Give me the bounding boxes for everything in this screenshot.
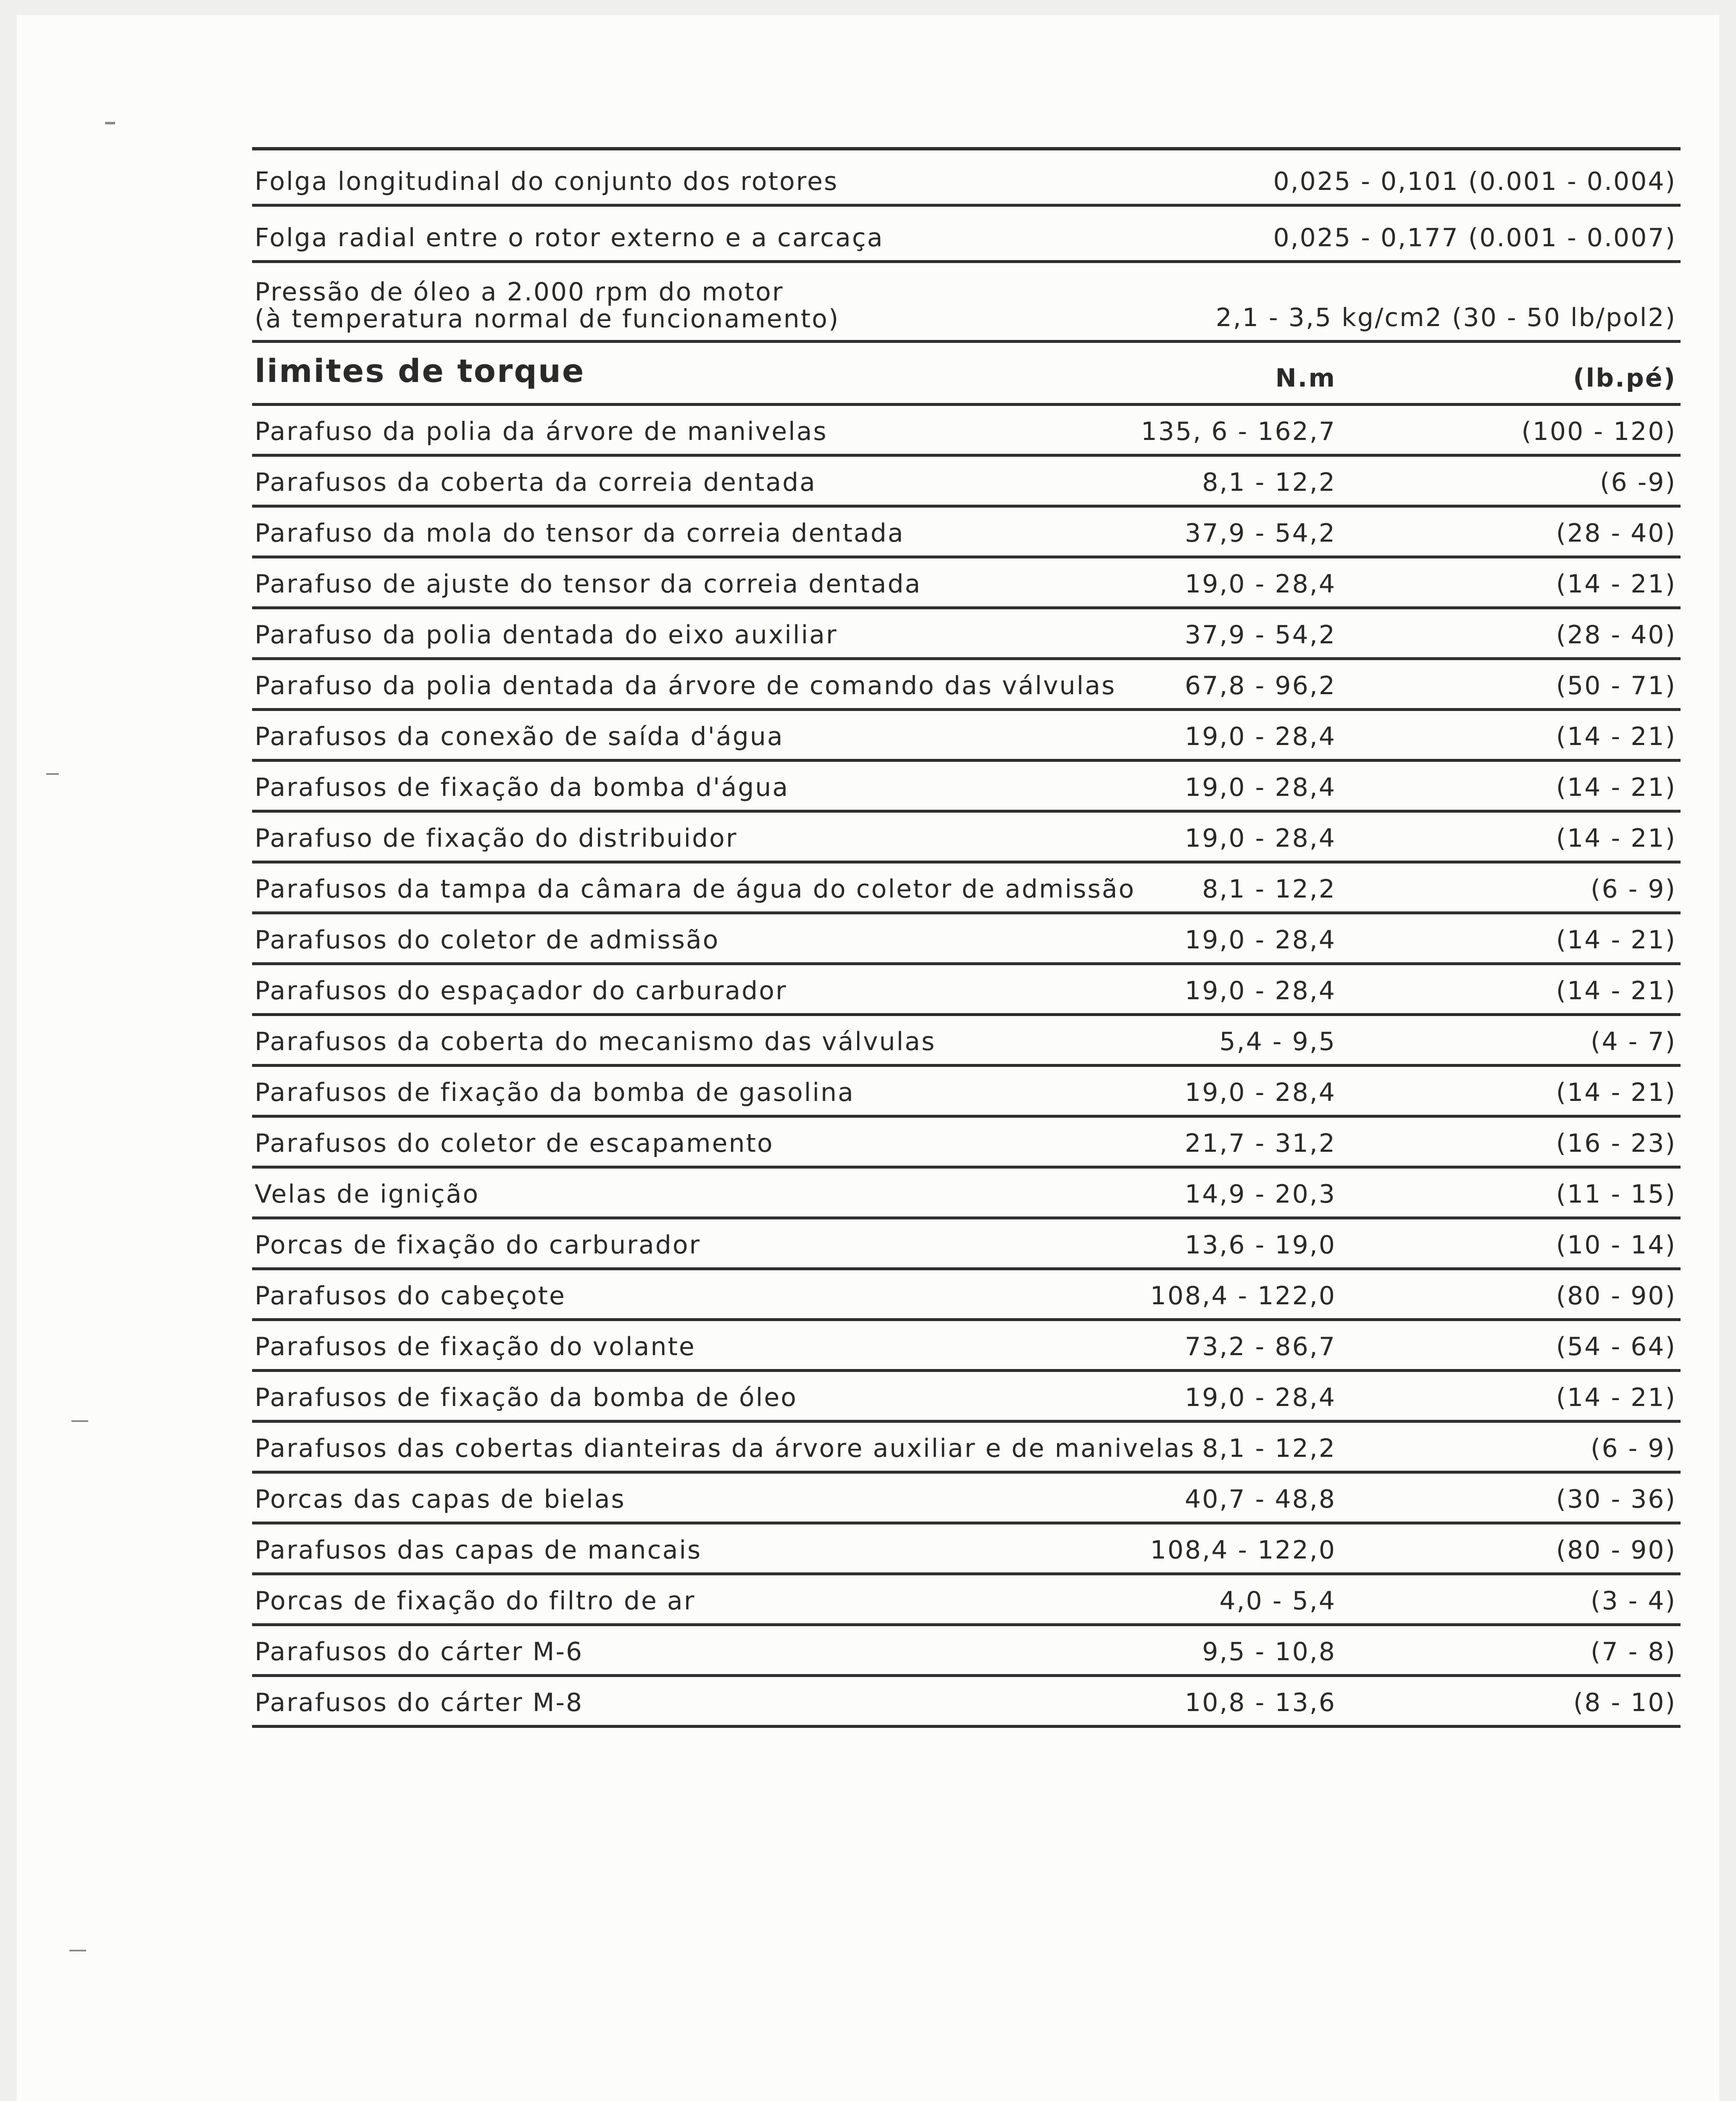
torque-label: Velas de ignição bbox=[255, 1180, 480, 1209]
torque-row bbox=[252, 406, 1681, 457]
torque-row bbox=[252, 813, 1681, 864]
torque-nm-value: 19,0 - 28,4 bbox=[1185, 925, 1336, 955]
scan-mark bbox=[71, 1420, 88, 1422]
torque-row bbox=[252, 1372, 1681, 1423]
torque-nm-value: 37,9 - 54,2 bbox=[1185, 620, 1336, 650]
torque-label: Parafusos do cabeçote bbox=[255, 1281, 566, 1311]
torque-label: Porcas de fixação do filtro de ar bbox=[255, 1586, 696, 1616]
table-top-rule bbox=[252, 147, 1681, 150]
torque-row bbox=[252, 1270, 1681, 1321]
spec-value: 0,025 - 0,101 (0.001 - 0.004) bbox=[1273, 167, 1676, 196]
torque-label: Parafuso da polia da árvore de manivelas bbox=[255, 417, 828, 446]
torque-lb-value: (80 - 90) bbox=[1556, 1281, 1676, 1311]
torque-nm-value: 8,1 - 12,2 bbox=[1202, 874, 1336, 904]
torque-label: Parafuso de fixação do distribuidor bbox=[255, 824, 738, 853]
torque-nm-value: 37,9 - 54,2 bbox=[1185, 519, 1336, 548]
torque-label: Parafusos do espaçador do carburador bbox=[255, 976, 787, 1006]
spec-value: 2,1 - 3,5 kg/cm2 (30 - 50 lb/pol2) bbox=[1215, 303, 1676, 332]
torque-lb-value: (50 - 71) bbox=[1556, 671, 1676, 700]
torque-nm-value: 19,0 - 28,4 bbox=[1185, 722, 1336, 751]
torque-row bbox=[252, 1524, 1681, 1575]
torque-label: Porcas de fixação do carburador bbox=[255, 1230, 701, 1260]
torque-label: Parafusos da coberta do mecanismo das válvulas bbox=[255, 1027, 936, 1056]
torque-lb-value: (10 - 14) bbox=[1556, 1230, 1676, 1260]
torque-row bbox=[252, 1169, 1681, 1219]
torque-row bbox=[252, 457, 1681, 508]
torque-lb-value: (14 - 21) bbox=[1556, 925, 1676, 955]
spec-value: 0,025 - 0,177 (0.001 - 0.007) bbox=[1273, 223, 1676, 253]
torque-nm-value: 73,2 - 86,7 bbox=[1185, 1332, 1336, 1361]
torque-lb-value: (14 - 21) bbox=[1556, 773, 1676, 802]
torque-nm-value: 13,6 - 19,0 bbox=[1185, 1230, 1336, 1260]
torque-nm-value: 19,0 - 28,4 bbox=[1185, 1078, 1336, 1107]
torque-label: Parafuso de ajuste do tensor da correia dentada bbox=[255, 569, 922, 599]
torque-label: Parafusos de fixação da bomba d'água bbox=[255, 773, 789, 802]
spec-table bbox=[252, 147, 1681, 1728]
torque-row bbox=[252, 1474, 1681, 1524]
torque-lb-value: (4 - 7) bbox=[1591, 1027, 1676, 1056]
torque-row bbox=[252, 1575, 1681, 1626]
torque-nm-value: 9,5 - 10,8 bbox=[1202, 1637, 1336, 1667]
torque-nm-value: 19,0 - 28,4 bbox=[1185, 773, 1336, 802]
spec-label: Folga radial entre o rotor externo e a carcaça bbox=[255, 223, 884, 253]
torque-nm-value: 8,1 - 12,2 bbox=[1202, 468, 1336, 497]
torque-label: Parafusos da coberta da correia dentada bbox=[255, 468, 816, 497]
torque-nm-value: 4,0 - 5,4 bbox=[1219, 1586, 1336, 1616]
torque-row bbox=[252, 1219, 1681, 1270]
torque-label: Parafusos do cárter M-6 bbox=[255, 1637, 584, 1667]
torque-row bbox=[252, 1118, 1681, 1169]
torque-label: Parafusos de fixação da bomba de gasolina bbox=[255, 1078, 855, 1107]
torque-lb-value: (28 - 40) bbox=[1556, 519, 1676, 548]
torque-lb-value: (28 - 40) bbox=[1556, 620, 1676, 650]
scan-mark bbox=[69, 1950, 86, 1951]
torque-row bbox=[252, 1016, 1681, 1067]
torque-row bbox=[252, 914, 1681, 965]
torque-lb-value: (3 - 4) bbox=[1591, 1586, 1676, 1616]
torque-rows bbox=[252, 406, 1681, 1728]
torque-lb-value: (14 - 21) bbox=[1556, 1383, 1676, 1412]
torque-lb-value: (80 - 90) bbox=[1556, 1535, 1676, 1565]
torque-row bbox=[252, 1067, 1681, 1118]
torque-lb-value: (16 - 23) bbox=[1556, 1129, 1676, 1158]
torque-row bbox=[252, 762, 1681, 813]
torque-row bbox=[252, 609, 1681, 660]
torque-nm-value: 67,8 - 96,2 bbox=[1185, 671, 1336, 700]
torque-nm-value: 19,0 - 28,4 bbox=[1185, 1383, 1336, 1412]
torque-row bbox=[252, 1423, 1681, 1474]
torque-row bbox=[252, 660, 1681, 711]
torque-lb-value: (14 - 21) bbox=[1556, 976, 1676, 1006]
torque-nm-value: 19,0 - 28,4 bbox=[1185, 824, 1336, 853]
unit-lb-header: (lb.pé) bbox=[1573, 363, 1676, 393]
torque-lb-value: (14 - 21) bbox=[1556, 1078, 1676, 1107]
torque-lb-value: (14 - 21) bbox=[1556, 722, 1676, 751]
torque-label: Parafusos do cárter M-8 bbox=[255, 1688, 584, 1717]
torque-nm-value: 40,7 - 48,8 bbox=[1185, 1485, 1336, 1514]
torque-lb-value: (54 - 64) bbox=[1556, 1332, 1676, 1361]
torque-nm-value: 19,0 - 28,4 bbox=[1185, 569, 1336, 599]
torque-nm-value: 8,1 - 12,2 bbox=[1202, 1434, 1336, 1463]
spec-label bbox=[255, 279, 839, 332]
torque-nm-value: 10,8 - 13,6 bbox=[1185, 1688, 1336, 1717]
torque-row bbox=[252, 1321, 1681, 1372]
torque-label: Parafuso da polia dentada da árvore de comando das válvulas bbox=[255, 671, 1116, 700]
torque-nm-value: 108,4 - 122,0 bbox=[1150, 1281, 1336, 1311]
torque-label: Parafuso da mola do tensor da correia dentada bbox=[255, 519, 905, 548]
torque-lb-value: (30 - 36) bbox=[1556, 1485, 1676, 1514]
torque-lb-value: (6 - 9) bbox=[1591, 1434, 1676, 1463]
torque-lb-value: (14 - 21) bbox=[1556, 824, 1676, 853]
torque-nm-value: 135, 6 - 162,7 bbox=[1141, 417, 1336, 446]
torque-label: Parafusos das capas de mancais bbox=[255, 1535, 702, 1565]
section-title: limites de torque bbox=[255, 352, 585, 390]
spec-label: Folga longitudinal do conjunto dos rotores bbox=[255, 167, 839, 196]
torque-lb-value: (8 - 10) bbox=[1573, 1688, 1676, 1717]
spec-label-line: (à temperatura normal de funcionamento) bbox=[255, 304, 840, 334]
torque-nm-value: 21,7 - 31,2 bbox=[1185, 1129, 1336, 1158]
torque-label: Parafusos de fixação do volante bbox=[255, 1332, 696, 1361]
torque-nm-value: 108,4 - 122,0 bbox=[1150, 1535, 1336, 1565]
unit-nm-header: N.m bbox=[1275, 363, 1336, 393]
torque-row bbox=[252, 711, 1681, 762]
torque-row bbox=[252, 965, 1681, 1016]
torque-lb-value: (14 - 21) bbox=[1556, 569, 1676, 599]
scan-mark bbox=[105, 122, 115, 124]
torque-label: Parafusos da tampa da câmara de água do coletor de admissão bbox=[255, 874, 1136, 904]
torque-lb-value: (7 - 8) bbox=[1591, 1637, 1676, 1667]
torque-label: Parafuso da polia dentada do eixo auxiliar bbox=[255, 620, 838, 650]
torque-row bbox=[252, 558, 1681, 609]
torque-label: Parafusos da conexão de saída d'água bbox=[255, 722, 784, 751]
scan-mark bbox=[46, 773, 59, 775]
torque-row bbox=[252, 508, 1681, 558]
torque-label: Parafusos de fixação da bomba de óleo bbox=[255, 1383, 797, 1412]
torque-lb-value: (100 - 120) bbox=[1521, 417, 1676, 446]
torque-label: Parafusos do coletor de escapamento bbox=[255, 1129, 774, 1158]
spec-row bbox=[252, 263, 1681, 343]
torque-lb-value: (11 - 15) bbox=[1556, 1180, 1676, 1209]
torque-label: Porcas das capas de bielas bbox=[255, 1485, 626, 1514]
spec-row bbox=[252, 150, 1681, 207]
spec-row bbox=[252, 207, 1681, 263]
torque-label: Parafusos das cobertas dianteiras da árvore auxiliar e de manivelas bbox=[255, 1434, 1195, 1463]
torque-nm-value: 14,9 - 20,3 bbox=[1185, 1180, 1336, 1209]
torque-row bbox=[252, 1626, 1681, 1677]
torque-header bbox=[252, 343, 1681, 406]
torque-nm-value: 19,0 - 28,4 bbox=[1185, 976, 1336, 1006]
torque-row bbox=[252, 864, 1681, 914]
torque-lb-value: (6 - 9) bbox=[1591, 874, 1676, 904]
torque-lb-value: (6 -9) bbox=[1600, 468, 1676, 497]
torque-label: Parafusos do coletor de admissão bbox=[255, 925, 720, 955]
torque-row bbox=[252, 1677, 1681, 1728]
spec-label-line: Pressão de óleo a 2.000 rpm do motor bbox=[255, 277, 784, 307]
torque-nm-value: 5,4 - 9,5 bbox=[1219, 1027, 1336, 1056]
